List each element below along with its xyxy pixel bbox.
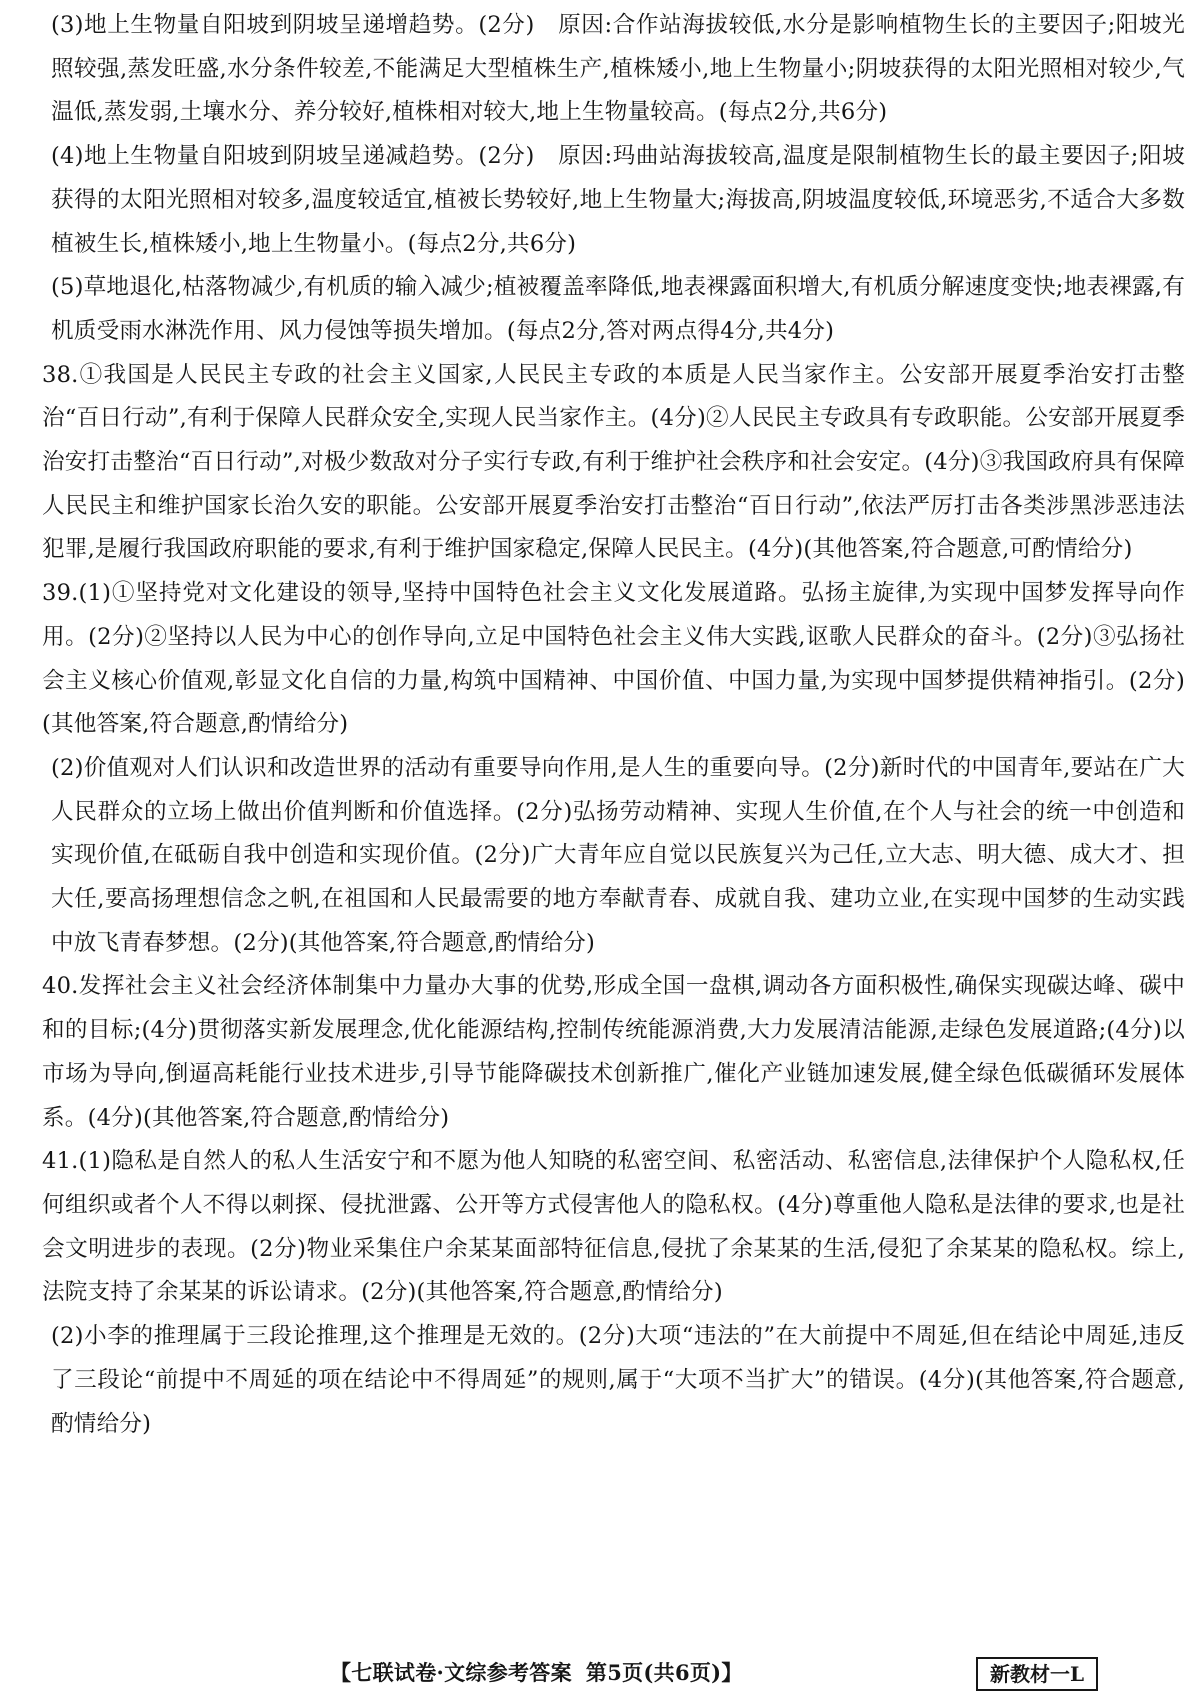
answer-37-4: (4)地上生物量自阳坡到阴坡呈递减趋势。(2分) 原因:玛曲站海拔较高,温度是限制植物生长的最主要因子;阳坡获得的太阳光照相对较多,温度较适宜,植被长势较好,地上生物量大;海拔高,阴坡温度较低,环境恶劣,不适合大多数植被生长,植株矮小,地上生物量小。(每点2分,共6分) xyxy=(51,143,1185,257)
footer-page-number: 第5页(共6页)】 xyxy=(585,1660,743,1685)
answer-40: 40.发挥社会主义社会经济体制集中力量办大事的优势,形成全国一盘棋,调动各方面积极性,确保实现碳达峰、碳中和的目标;(4分)贯彻落实新发展理念,优化能源结构,控制传统能源消费,大力发展清洁能源,走绿色发展道路;(4分)以市场为导向,倒逼高耗能行业技术进步,引导节能降碳技术创新推广,催化产业链加速发展,健全绿色低碳循环发展体系。(4分)(其他答案,符合题意,酌情给分) xyxy=(42,973,1185,1131)
answer-37-3: (3)地上生物量自阳坡到阴坡呈递增趋势。(2分) 原因:合作站海拔较低,水分是影响植物生长的主要因子;阳坡光照较强,蒸发旺盛,水分条件较差,不能满足大型植株生产,植株矮小,地上生物量小;阴坡获得的太阳光照相对较少,气温低,蒸发弱,土壤水分、养分较好,植株相对较大,地上生物量较高。(每点2分,共6分) xyxy=(51,12,1185,126)
edition-tag: 新教材一L xyxy=(976,1657,1098,1691)
footer-title: 【七联试卷·文综参考答案 xyxy=(330,1660,572,1685)
answer-39-2: (2)价值观对人们认识和改造世界的活动有重要导向作用,是人生的重要向导。(2分)新时代的中国青年,要站在广大人民群众的立场上做出价值判断和价值选择。(2分)弘扬劳动精神、实现人生价值,在个人与社会的统一中创造和实现价值,在砥砺自我中创造和实现价值。(2分)广大青年应自觉以民族复兴为己任,立大志、明大德、成大才、担大任,要高扬理想信念之帆,在祖国和人民最需要的地方奉献青春、成就自我、建功立业,在实现中国梦的生动实践中放飞青春梦想。(2分)(其他答案,符合题意,酌情给分) xyxy=(51,754,1185,956)
answer-41-2: (2)小李的推理属于三段论推理,这个推理是无效的。(2分)大项“违法的”在大前提中不周延,但在结论中周延,违反了三段论“前提中不周延的项在结论中不得周延”的规则,属于“大项不当扩大”的错误。(4分)(其他答案,符合题意,酌情给分) xyxy=(51,1323,1185,1437)
page-footer xyxy=(0,1655,1200,1695)
answer-38: 38.①我国是人民民主专政的社会主义国家,人民民主专政的本质是人民当家作主。公安部开展夏季治安打击整治“百日行动”,有利于保障人民群众安全,实现人民当家作主。(4分)②人民民主专政具有专政职能。公安部开展夏季治安打击整治“百日行动”,对极少数敌对分子实行专政,有利于维护社会秩序和社会安定。(4分)③我国政府具有保障人民民主和维护国家长治久安的职能。公安部开展夏季治安打击整治“百日行动”,依法严厉打击各类涉黑涉恶违法犯罪,是履行我国政府职能的要求,有利于维护国家稳定,保障人民民主。(4分)(其他答案,符合题意,可酌情给分) xyxy=(42,361,1185,563)
answer-41-1: 41.(1)隐私是自然人的私人生活安宁和不愿为他人知晓的私密空间、私密活动、私密信息,法律保护个人隐私权,任何组织或者个人不得以刺探、侵扰泄露、公开等方式侵害他人的隐私权。(4分)尊重他人隐私是法律的要求,也是社会文明进步的表现。(2分)物业采集住户余某某面部特征信息,侵扰了余某某的生活,侵犯了余某某的隐私权。综上,法院支持了余某某的诉讼请求。(2分)(其他答案,符合题意,酌情给分) xyxy=(42,1148,1185,1306)
answer-39-1: 39.(1)①坚持党对文化建设的领导,坚持中国特色社会主义文化发展道路。弘扬主旋律,为实现中国梦发挥导向作用。(2分)②坚持以人民为中心的创作导向,立足中国特色社会主义伟大实践,讴歌人民群众的奋斗。(2分)③弘扬社会主义核心价值观,彰显文化自信的力量,构筑中国精神、中国价值、中国力量,为实现中国梦提供精神指引。(2分)(其他答案,符合题意,酌情给分) xyxy=(42,580,1185,738)
answer-37-5: (5)草地退化,枯落物减少,有机质的输入减少;植被覆盖率降低,地表裸露面积增大,有机质分解速度变快;地表裸露,有机质受雨水淋洗作用、风力侵蚀等损失增加。(每点2分,答对两点得4分,共4分) xyxy=(51,274,1185,344)
footer-title-group xyxy=(330,1655,743,1691)
answer-content xyxy=(42,4,1185,1446)
